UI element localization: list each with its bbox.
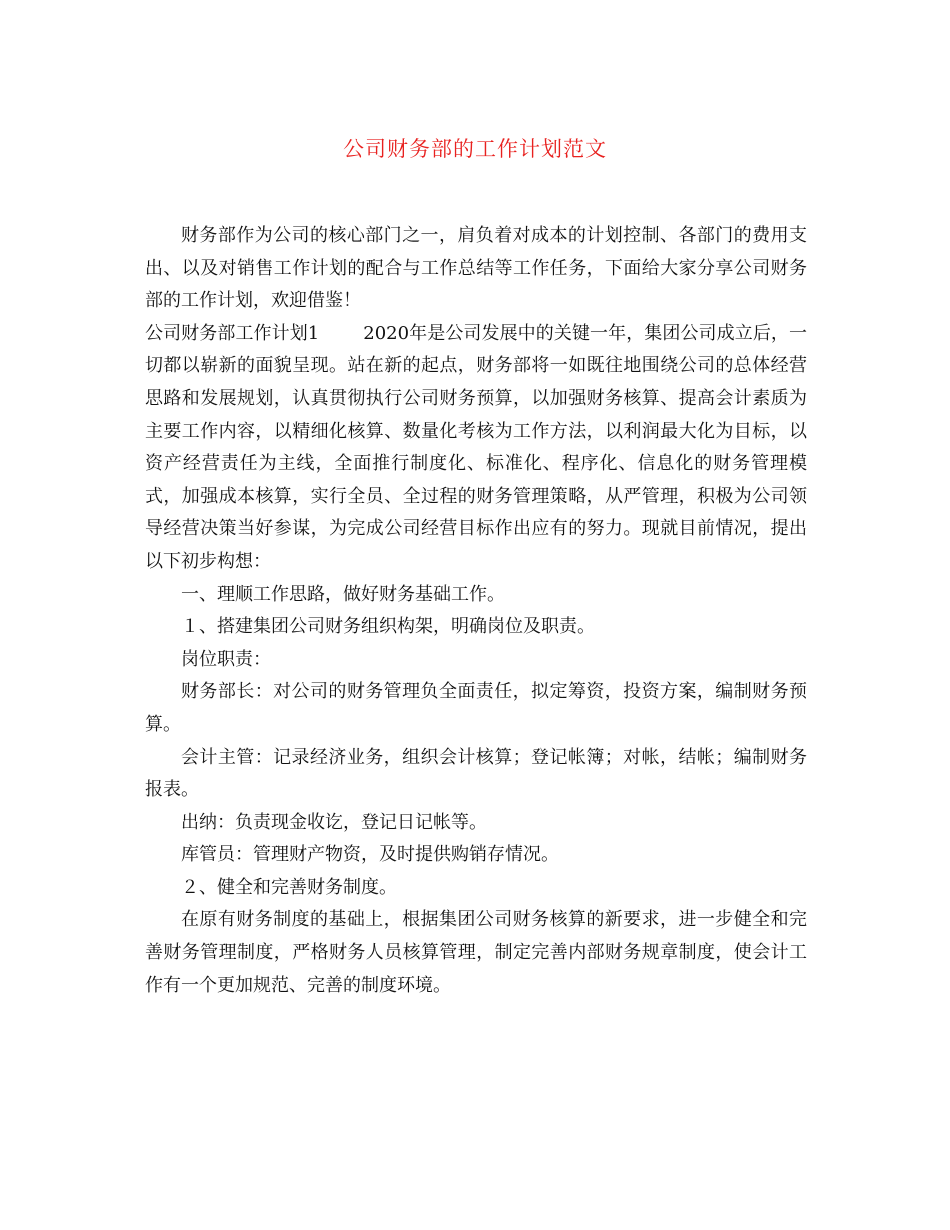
document-body xyxy=(145,220,807,1002)
plan-label: 公司财务部工作计划1 xyxy=(145,322,320,344)
item-two-body: 在原有财务制度的基础上，根据集团公司财务核算的新要求，进一步健全和完善财务管理制度，严格财务人员核算管理，制定完善内部财务规章制度，使会计工作有一个更加规范、完善的制度环境。 xyxy=(145,909,807,996)
item-one: １、搭建集团公司财务组织构架，明确岗位及职责。 xyxy=(181,616,595,638)
section-one-heading: 一、理顺工作思路，做好财务基础工作。 xyxy=(181,583,505,605)
duty-finance-director: 财务部长：对公司的财务管理负全面责任，拟定筹资，投资方案，编制财务预算。 xyxy=(145,681,807,735)
duty-warehouse-keeper: 库管员：管理财产物资，及时提供购销存情况。 xyxy=(181,844,559,866)
duty-accounting-supervisor: 会计主管：记录经济业务，组织会计核算；登记帐簿；对帐，结帐；编制财务报表。 xyxy=(145,746,807,801)
document-title: 公司财务部的工作计划范文 xyxy=(343,137,607,161)
duty-cashier: 出纳：负责现金收讫，登记日记帐等。 xyxy=(181,811,487,833)
plan-body: 2020年是公司发展中的关键一年，集团公司成立后，一切都以崭新的面貌呈现。站在新的起点，财务部将一如既往地围绕公司的总体经营思路和发展规划，认真贯彻执行公司财务预算，以加强财务核算、提高会计素质为主要工作内容，以精细化核算、数量化考核为工作方法，以利润最大化为目标，以资产经营责任为主线，全面推行制度化、标准化、程序化、信息化的财务管理模式，加强成本核算，实行全员、全过程的财务管理策略，从严管理，积极为公司领导经营决策当好参谋，为完成公司经营目标作出应有的努力。现就目前情况，提出以下初步构想： xyxy=(145,322,807,572)
duties-heading: 岗位职责： xyxy=(181,648,271,670)
item-two: ２、健全和完善财务制度。 xyxy=(181,876,397,898)
intro-paragraph: 财务部作为公司的核心部门之一，肩负着对成本的计划控制、各部门的费用支出、以及对销售工作计划的配合与工作总结等工作任务，下面给大家分享公司财务部的工作计划，欢迎借鉴！ xyxy=(145,225,807,312)
plan-paragraph xyxy=(145,318,807,579)
